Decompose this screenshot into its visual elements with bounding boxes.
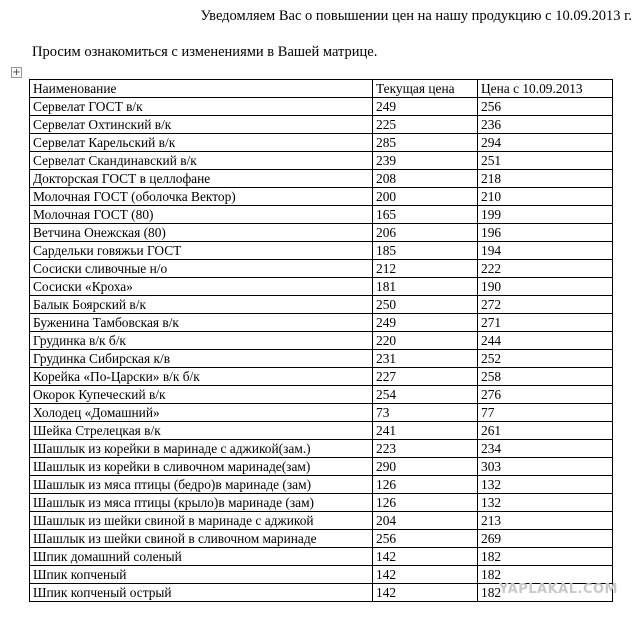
current-price-cell: 223 xyxy=(373,440,478,458)
new-price-cell: 182 xyxy=(478,584,613,602)
product-name-cell: Шейка Стрелецкая в/к xyxy=(30,422,373,440)
new-price-cell: 222 xyxy=(478,260,613,278)
table-row xyxy=(30,278,613,296)
new-price-cell: 294 xyxy=(478,134,613,152)
new-price-cell: 196 xyxy=(478,224,613,242)
current-price-cell: 285 xyxy=(373,134,478,152)
table-row xyxy=(30,548,613,566)
table-row xyxy=(30,98,613,116)
current-price-cell: 225 xyxy=(373,116,478,134)
new-price-cell: 258 xyxy=(478,368,613,386)
product-name-cell: Шпик копченый xyxy=(30,566,373,584)
table-move-handle-icon[interactable]: + xyxy=(12,67,21,78)
new-price-cell: 261 xyxy=(478,422,613,440)
product-name-cell: Сервелат Карельский в/к xyxy=(30,134,373,152)
product-name-cell: Шашлык из мяса птицы (крыло)в маринаде (зам) xyxy=(30,494,373,512)
new-price-cell: 213 xyxy=(478,512,613,530)
new-price-cell: 210 xyxy=(478,188,613,206)
product-name-cell: Грудинка в/к б/к xyxy=(30,332,373,350)
table-row xyxy=(30,170,613,188)
new-price-cell: 218 xyxy=(478,170,613,188)
column-header-name: Наименование xyxy=(30,80,373,98)
new-price-cell: 236 xyxy=(478,116,613,134)
current-price-cell: 290 xyxy=(373,458,478,476)
new-price-cell: 194 xyxy=(478,242,613,260)
current-price-cell: 212 xyxy=(373,260,478,278)
product-name-cell: Сервелат Скандинавский в/к xyxy=(30,152,373,170)
new-price-cell: 272 xyxy=(478,296,613,314)
new-price-cell: 244 xyxy=(478,332,613,350)
new-price-cell: 182 xyxy=(478,548,613,566)
product-name-cell: Буженина Тамбовская в/к xyxy=(30,314,373,332)
new-price-cell: 276 xyxy=(478,386,613,404)
notice-intro: Просим ознакомиться с изменениями в Вашей матрице. xyxy=(32,44,378,60)
table-row xyxy=(30,224,613,242)
current-price-cell: 254 xyxy=(373,386,478,404)
current-price-cell: 126 xyxy=(373,476,478,494)
current-price-cell: 142 xyxy=(373,548,478,566)
table-row xyxy=(30,530,613,548)
product-name-cell: Сосиски «Кроха» xyxy=(30,278,373,296)
table-row xyxy=(30,566,613,584)
current-price-cell: 165 xyxy=(373,206,478,224)
product-name-cell: Балык Боярский в/к xyxy=(30,296,373,314)
product-name-cell: Шашлык из мяса птицы (бедро)в маринаде (зам) xyxy=(30,476,373,494)
current-price-cell: 73 xyxy=(373,404,478,422)
current-price-cell: 241 xyxy=(373,422,478,440)
current-price-cell: 200 xyxy=(373,188,478,206)
current-price-cell: 142 xyxy=(373,584,478,602)
new-price-cell: 182 xyxy=(478,566,613,584)
new-price-cell: 251 xyxy=(478,152,613,170)
product-name-cell: Докторская ГОСТ в целлофане xyxy=(30,170,373,188)
current-price-cell: 126 xyxy=(373,494,478,512)
column-header-current-price: Текущая цена xyxy=(373,80,478,98)
current-price-cell: 181 xyxy=(373,278,478,296)
product-name-cell: Молочная ГОСТ (80) xyxy=(30,206,373,224)
table-row xyxy=(30,188,613,206)
current-price-cell: 256 xyxy=(373,530,478,548)
table-row xyxy=(30,260,613,278)
notice-header: Уведомляем Вас о повышении цен на нашу продукцию с 10.09.2013 г. xyxy=(200,8,632,24)
new-price-cell: 132 xyxy=(478,476,613,494)
watermark: YAPLAKAL.COM xyxy=(499,582,618,597)
current-price-cell: 249 xyxy=(373,98,478,116)
new-price-cell: 190 xyxy=(478,278,613,296)
table-row xyxy=(30,134,613,152)
table-row xyxy=(30,332,613,350)
product-name-cell: Ветчина Онежская (80) xyxy=(30,224,373,242)
product-name-cell: Сервелат ГОСТ в/к xyxy=(30,98,373,116)
column-header-new-price: Цена с 10.09.2013 xyxy=(478,80,613,98)
new-price-cell: 132 xyxy=(478,494,613,512)
table-row xyxy=(30,296,613,314)
new-price-cell: 77 xyxy=(478,404,613,422)
current-price-cell: 206 xyxy=(373,224,478,242)
current-price-cell: 250 xyxy=(373,296,478,314)
table-row xyxy=(30,458,613,476)
product-name-cell: Шпик домашний соленый xyxy=(30,548,373,566)
table-row xyxy=(30,422,613,440)
new-price-cell: 271 xyxy=(478,314,613,332)
product-name-cell: Шашлык из шейки свиной в маринаде с аджикой xyxy=(30,512,373,530)
product-name-cell: Окорок Купеческий в/к xyxy=(30,386,373,404)
new-price-cell: 252 xyxy=(478,350,613,368)
current-price-cell: 239 xyxy=(373,152,478,170)
table-row xyxy=(30,386,613,404)
table-row xyxy=(30,404,613,422)
table-row xyxy=(30,206,613,224)
current-price-cell: 220 xyxy=(373,332,478,350)
new-price-cell: 303 xyxy=(478,458,613,476)
new-price-cell: 256 xyxy=(478,98,613,116)
price-table xyxy=(29,79,613,602)
table-row xyxy=(30,368,613,386)
product-name-cell: Сосиски сливочные н/о xyxy=(30,260,373,278)
table-header-row xyxy=(30,80,613,98)
current-price-cell: 227 xyxy=(373,368,478,386)
current-price-cell: 185 xyxy=(373,242,478,260)
product-name-cell: Сардельки говяжьи ГОСТ xyxy=(30,242,373,260)
product-name-cell: Сервелат Охтинский в/к xyxy=(30,116,373,134)
table-row xyxy=(30,242,613,260)
product-name-cell: Молочная ГОСТ (оболочка Вектор) xyxy=(30,188,373,206)
current-price-cell: 204 xyxy=(373,512,478,530)
table-row xyxy=(30,476,613,494)
new-price-cell: 234 xyxy=(478,440,613,458)
table-row xyxy=(30,512,613,530)
current-price-cell: 208 xyxy=(373,170,478,188)
product-name-cell: Шашлык из шейки свиной в сливочном маринаде xyxy=(30,530,373,548)
table-row xyxy=(30,494,613,512)
product-name-cell: Шашлык из корейки в маринаде с аджикой(зам.) xyxy=(30,440,373,458)
product-name-cell: Холодец «Домашний» xyxy=(30,404,373,422)
current-price-cell: 142 xyxy=(373,566,478,584)
current-price-cell: 231 xyxy=(373,350,478,368)
product-name-cell: Грудинка Сибирская к/в xyxy=(30,350,373,368)
table-row xyxy=(30,350,613,368)
current-price-cell: 249 xyxy=(373,314,478,332)
table-row xyxy=(30,314,613,332)
table-row xyxy=(30,440,613,458)
table-row xyxy=(30,116,613,134)
new-price-cell: 199 xyxy=(478,206,613,224)
product-name-cell: Корейка «По-Царски» в/к б/к xyxy=(30,368,373,386)
table-row xyxy=(30,152,613,170)
product-name-cell: Шпик копченый острый xyxy=(30,584,373,602)
new-price-cell: 269 xyxy=(478,530,613,548)
product-name-cell: Шашлык из корейки в сливочном маринаде(зам) xyxy=(30,458,373,476)
